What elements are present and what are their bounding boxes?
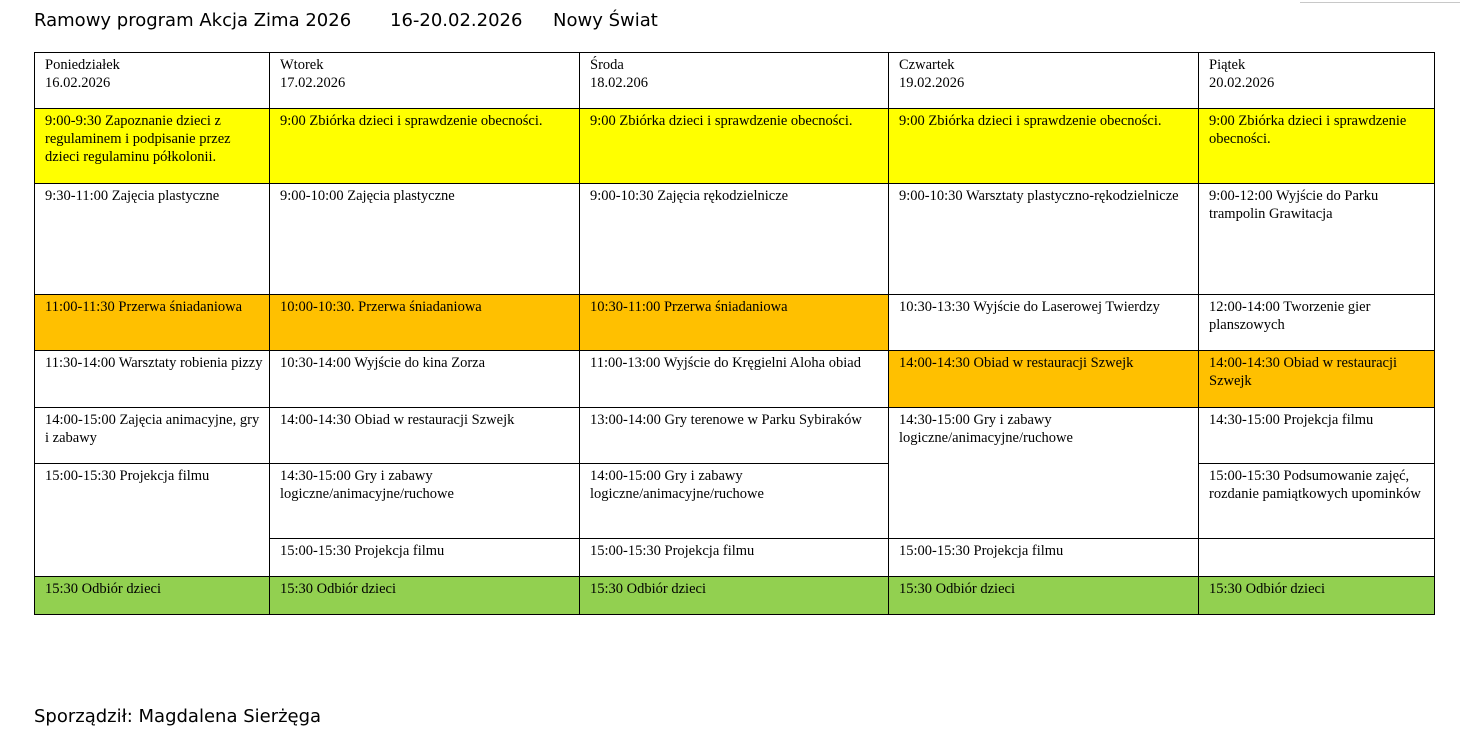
activity-cell: 10:30-14:00 Wyjście do kina Zorza bbox=[270, 351, 580, 408]
activity-cell: 9:00-10:30 Zajęcia rękodzielnicze bbox=[580, 184, 889, 295]
activity-cell: 9:00 Zbiórka dzieci i sprawdzenie obecności. bbox=[580, 109, 889, 184]
day-name: Środa bbox=[590, 57, 624, 73]
day-date: 17.02.2026 bbox=[280, 75, 346, 91]
day-name: Wtorek bbox=[280, 57, 324, 73]
day-name: Poniedziałek bbox=[45, 57, 120, 73]
day-header-thursday bbox=[889, 53, 1199, 109]
activity-cell: 9:00 Zbiórka dzieci i sprawdzenie obecności. bbox=[1199, 109, 1435, 184]
schedule-row bbox=[35, 184, 1435, 295]
schedule-row bbox=[35, 351, 1435, 408]
activity-cell: 15:30 Odbiór dzieci bbox=[270, 577, 580, 615]
activity-cell: 14:00-14:30 Obiad w restauracji Szwejk bbox=[889, 351, 1199, 408]
schedule-row bbox=[35, 109, 1435, 184]
activity-cell: 14:00-14:30 Obiad w restauracji Szwejk bbox=[270, 408, 580, 464]
activity-cell: 15:30 Odbiór dzieci bbox=[889, 577, 1199, 615]
activity-cell: 10:00-10:30. Przerwa śniadaniowa bbox=[270, 295, 580, 351]
activity-cell: 11:00-11:30 Przerwa śniadaniowa bbox=[35, 295, 270, 351]
day-date: 16.02.2026 bbox=[45, 75, 111, 91]
activity-cell: 9:00-9:30 Zapoznanie dzieci z regulaminem i podpisanie przez dzieci regulaminu półkolonii. bbox=[35, 109, 270, 184]
day-name: Piątek bbox=[1209, 57, 1246, 73]
day-name: Czwartek bbox=[899, 57, 955, 73]
activity-cell: 14:00-15:00 Zajęcia animacyjne, gry i zabawy bbox=[35, 408, 270, 464]
activity-cell: 15:00-15:30 Projekcja filmu bbox=[889, 539, 1199, 577]
top-rule bbox=[1300, 2, 1460, 3]
activity-cell: 14:30-15:00 Gry i zabawy logiczne/animacyjne/ruchowe bbox=[889, 408, 1199, 539]
schedule-row bbox=[35, 295, 1435, 351]
pickup-row bbox=[35, 577, 1435, 615]
day-date: 20.02.2026 bbox=[1209, 75, 1275, 91]
day-header-monday bbox=[35, 53, 270, 109]
activity-cell: 14:00-15:00 Gry i zabawy logiczne/animacyjne/ruchowe bbox=[580, 464, 889, 539]
activity-cell: 15:30 Odbiór dzieci bbox=[1199, 577, 1435, 615]
activity-cell: 9:30-11:00 Zajęcia plastyczne bbox=[35, 184, 270, 295]
day-header-tuesday bbox=[270, 53, 580, 109]
activity-cell: 15:30 Odbiór dzieci bbox=[35, 577, 270, 615]
day-date: 19.02.2026 bbox=[899, 75, 965, 91]
prepared-by: Sporządził: Magdalena Sierżęga bbox=[34, 706, 322, 727]
activity-cell: 10:30-11:00 Przerwa śniadaniowa bbox=[580, 295, 889, 351]
activity-cell: 9:00-12:00 Wyjście do Parku trampolin Grawitacja bbox=[1199, 184, 1435, 295]
activity-cell: 15:00-15:30 Projekcja filmu bbox=[270, 539, 580, 577]
activity-cell: 14:00-14:30 Obiad w restauracji Szwejk bbox=[1199, 351, 1435, 408]
schedule-table bbox=[34, 52, 1435, 615]
day-header-row bbox=[35, 53, 1435, 109]
activity-cell bbox=[1199, 539, 1435, 577]
activity-cell: 9:00 Zbiórka dzieci i sprawdzenie obecności. bbox=[889, 109, 1199, 184]
activity-cell: 10:30-13:30 Wyjście do Laserowej Twierdzy bbox=[889, 295, 1199, 351]
activity-cell: 14:30-15:00 Gry i zabawy logiczne/animacyjne/ruchowe bbox=[270, 464, 580, 539]
schedule-row bbox=[35, 408, 1435, 464]
activity-cell: 15:00-15:30 Projekcja filmu bbox=[580, 539, 889, 577]
activity-cell: 9:00-10:00 Zajęcia plastyczne bbox=[270, 184, 580, 295]
activity-cell: 13:00-14:00 Gry terenowe w Parku Sybiraków bbox=[580, 408, 889, 464]
activity-cell: 14:30-15:00 Projekcja filmu bbox=[1199, 408, 1435, 464]
schedule-row bbox=[35, 464, 1435, 539]
activity-cell: 15:00-15:30 Podsumowanie zajęć, rozdanie pamiątkowych upominków bbox=[1199, 464, 1435, 539]
activity-cell: 9:00-10:30 Warsztaty plastyczno-rękodzielnicze bbox=[889, 184, 1199, 295]
activity-cell: 9:00 Zbiórka dzieci i sprawdzenie obecności. bbox=[270, 109, 580, 184]
activity-cell: 15:30 Odbiór dzieci bbox=[580, 577, 889, 615]
program-location: Nowy Świat bbox=[553, 10, 658, 31]
day-header-friday bbox=[1199, 53, 1435, 109]
day-date: 18.02.206 bbox=[590, 75, 648, 91]
activity-cell: 15:00-15:30 Projekcja filmu bbox=[35, 464, 270, 577]
day-header-wednesday bbox=[580, 53, 889, 109]
activity-cell: 11:30-14:00 Warsztaty robienia pizzy bbox=[35, 351, 270, 408]
program-title: Ramowy program Akcja Zima 2026 bbox=[34, 10, 352, 31]
program-dates: 16-20.02.2026 bbox=[390, 10, 523, 31]
activity-cell: 11:00-13:00 Wyjście do Kręgielni Aloha obiad bbox=[580, 351, 889, 408]
activity-cell: 12:00-14:00 Tworzenie gier planszowych bbox=[1199, 295, 1435, 351]
